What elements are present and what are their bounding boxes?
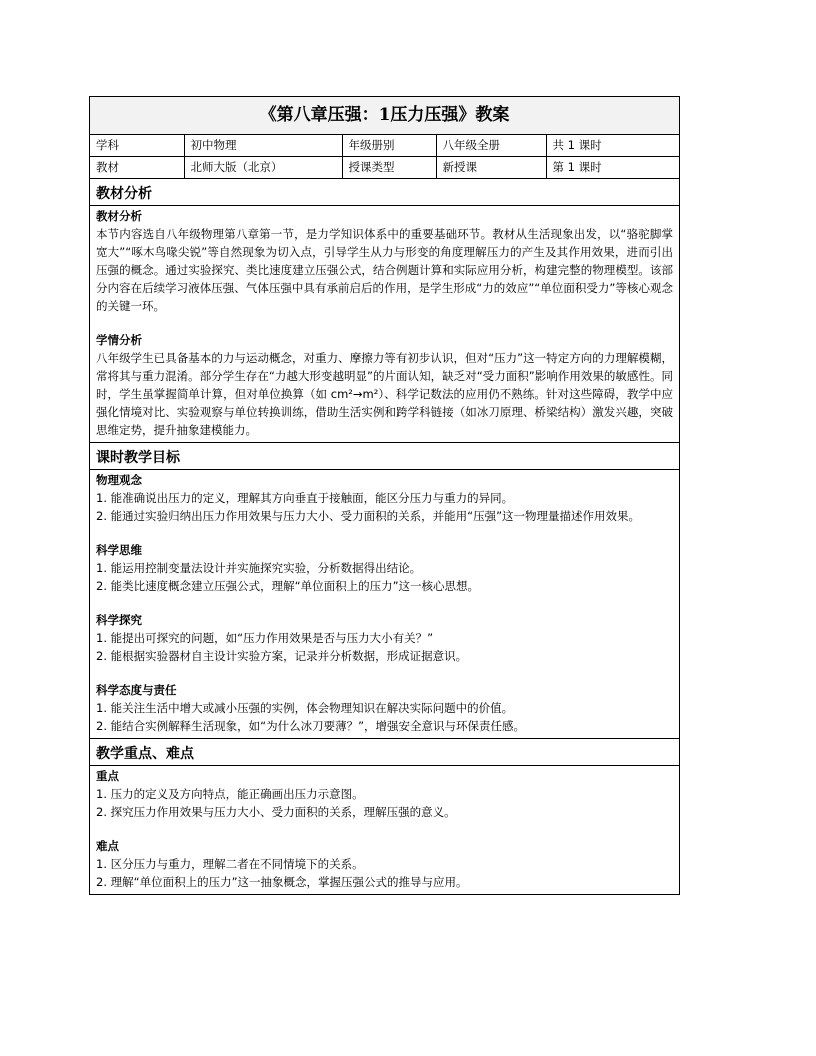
section-body [90, 206, 679, 442]
list-item: 1. 能运用控制变量法设计并实施探究实验，分析数据得出结论。 [96, 561, 422, 575]
lesson-type-value: 新授课 [436, 157, 546, 179]
grade-label: 年级册别 [342, 135, 436, 157]
section-keypoints [90, 739, 679, 894]
keypoint-group-title: 重点 [96, 769, 119, 783]
list-item: 2. 能类比速度概念建立压强公式，理解“单位面积上的压力”这一核心思想。 [96, 579, 480, 593]
goal-group-title: 物理观念 [96, 473, 142, 487]
textbook-value: 北师大版（北京） [184, 157, 342, 179]
section-goals [90, 443, 679, 739]
list-item: 1. 能关注生活中增大或减小压强的实例，体会物理知识在解决实际问题中的价值。 [96, 701, 514, 715]
list-item: 2. 探究压力作用效果与压力大小、受力面积的关系，理解压强的意义。 [96, 805, 456, 819]
subject-label: 学科 [90, 135, 184, 157]
info-row [90, 135, 679, 157]
goal-group-title: 科学探究 [96, 613, 142, 627]
lesson-type-label: 授课类型 [342, 157, 436, 179]
list-item: 1. 能准确说出压力的定义，理解其方向垂直于接触面，能区分压力与重力的异同。 [96, 491, 514, 505]
info-row [90, 157, 679, 179]
textbook-label: 教材 [90, 157, 184, 179]
section-analysis [90, 179, 679, 443]
list-item: 2. 能通过实验归纳出压力作用效果与压力大小、受力面积的关系，并能用“压强”这一物理量描述作用效果。 [96, 509, 641, 523]
info-table [90, 135, 679, 179]
list-item: 1. 区分压力与重力，理解二者在不同情境下的关系。 [96, 857, 364, 871]
grade-value: 八年级全册 [436, 135, 546, 157]
total-hours: 共 1 课时 [546, 135, 679, 157]
subject-value: 初中物理 [184, 135, 342, 157]
list-item: 1. 压力的定义及方向特点，能正确画出压力示意图。 [96, 787, 364, 801]
document-title: 《第八章压强：1压力压强》教案 [90, 97, 679, 135]
subsection-title: 教材分析 [96, 209, 142, 223]
textbook-analysis-text: 本节内容选自八年级物理第八章第一节，是力学知识体系中的重要基础环节。教材从生活现象出发，以“骆驼脚掌宽大”“啄木鸟喙尖锐”等自然现象为切入点，引导学生从力与形变的角度理解压力的产生及其作用效果，进而引出压强的概念。通过实验探究、类比速度建立压强公式，结合例题计算和实际应用分析，构建完整的物理模型。该部分内容在后续学习液体压强、气体压强中具有承前启后的作用，是学生形成“力的效应”“单位面积受力”等核心观念的关键一环。 [96, 227, 673, 313]
list-item: 1. 能提出可探究的问题，如“压力作用效果是否与压力大小有关？” [96, 631, 434, 645]
list-item: 2. 理解“单位面积上的压力”这一抽象概念，掌握压强公式的推导与应用。 [96, 875, 468, 889]
section-body [90, 766, 679, 894]
goal-group-title: 科学思维 [96, 543, 142, 557]
list-item: 2. 能结合实例解释生活现象，如“为什么冰刀要薄？”，增强安全意识与环保责任感。 [96, 719, 526, 733]
section-heading: 课时教学目标 [90, 443, 679, 470]
section-heading: 教学重点、难点 [90, 739, 679, 766]
student-analysis-text: 八年级学生已具备基本的力与运动概念，对重力、摩擦力等有初步认识，但对“压力”这一特定方向的力理解模糊，常将其与重力混淆。部分学生存在“力越大形变越明显”的片面认知，缺乏对“受力面积”影响作用效果的敏感性。同时，学生虽掌握简单计算，但对单位换算（如 cm²→m²）、科学记数法的应用仍不熟练。针对这些障碍，教学中应强化情境对比、实验观察与单位转换训练，借助生活实例和跨学科链接（如冰刀原理、桥梁结构）激发兴趣，突破思维定势，提升抽象建模能力。 [96, 351, 673, 437]
subsection-title: 学情分析 [96, 333, 142, 347]
current-hour: 第 1 课时 [546, 157, 679, 179]
section-body [90, 470, 679, 738]
goal-group-title: 科学态度与责任 [96, 683, 177, 697]
section-heading: 教材分析 [90, 179, 679, 206]
lesson-plan-sheet [89, 96, 680, 895]
keypoint-group-title: 难点 [96, 839, 119, 853]
list-item: 2. 能根据实验器材自主设计实验方案，记录并分析数据，形成证据意识。 [96, 649, 468, 663]
